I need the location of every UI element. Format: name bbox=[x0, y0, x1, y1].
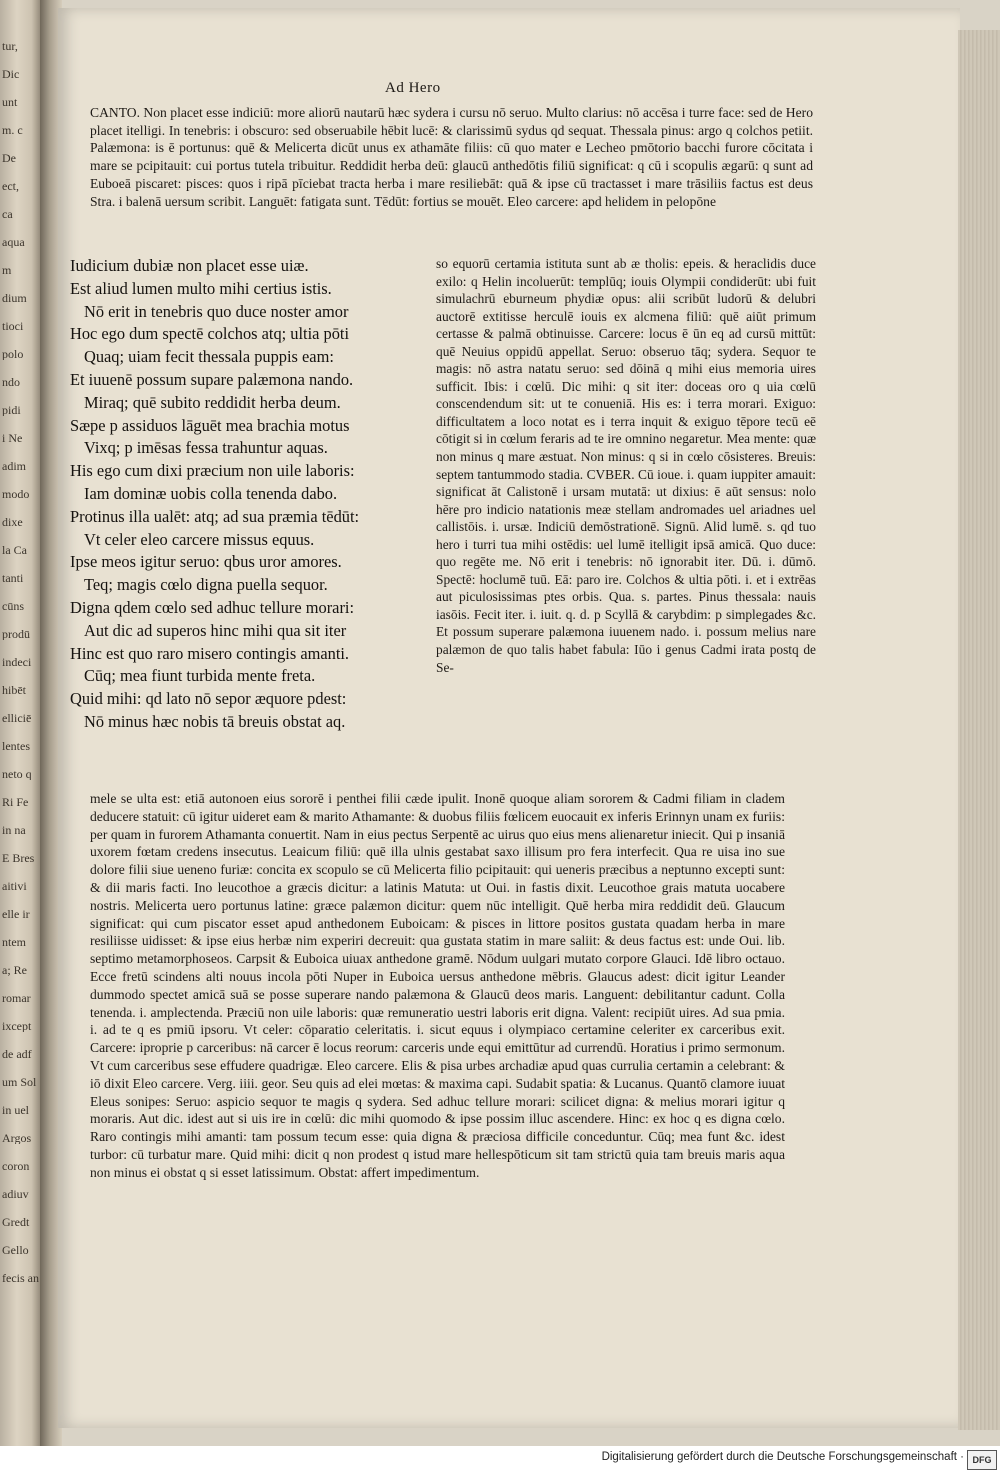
verse-line: Et iuuenē possum supare palæmona nando. bbox=[70, 369, 354, 389]
left-page-fragment: elliciē bbox=[2, 712, 32, 724]
left-page-fragment: Argos bbox=[2, 1132, 32, 1144]
left-page-fragment: tanti bbox=[2, 572, 24, 584]
running-head: Ad Hero bbox=[385, 80, 441, 96]
left-page-fragment: Dic bbox=[2, 68, 20, 80]
left-page-fragment: Ri Fe bbox=[2, 796, 29, 808]
left-page-fragment: a; Re bbox=[2, 964, 27, 976]
verse-line: Ipse meos igitur seruo: qbus uror amores. bbox=[70, 552, 342, 572]
left-page-fragment: i Ne bbox=[2, 432, 23, 444]
footer-credit: Digitalisierung gefördert durch die Deutsche Forschungsgemeinschaft · bbox=[601, 1451, 964, 1463]
verse-line: Hinc est quo raro misero contingis amanti. bbox=[70, 643, 350, 663]
left-page-fragment: la Ca bbox=[2, 544, 27, 556]
left-page-fragment: modo bbox=[2, 488, 30, 500]
left-page-fragment: pidi bbox=[2, 404, 21, 416]
verse-line: Iudicium dubiæ non placet esse uiæ. bbox=[70, 256, 309, 275]
left-page-fragment: m. c bbox=[2, 124, 23, 136]
verse-line: Quid mihi: qd lato nō sepor æquore pdest: bbox=[70, 689, 347, 709]
left-page-fragment: indeci bbox=[2, 656, 32, 668]
left-page-fragment: unt bbox=[2, 96, 18, 108]
verse-line: Hoc ego dum spectē colchos atq; ultia pōti bbox=[70, 324, 350, 344]
verse-line: Est aliud lumen multo mihi certius istis. bbox=[70, 278, 332, 298]
verse-line: Quaq; uiam fecit thessala puppis eam: bbox=[84, 347, 334, 367]
left-page-fragment: adim bbox=[2, 460, 26, 472]
left-page-fragment: tioci bbox=[2, 320, 24, 332]
left-page-fragment: adiuv bbox=[2, 1188, 29, 1200]
left-page-fragment: polo bbox=[2, 348, 24, 360]
left-page-fragment: De bbox=[2, 152, 16, 164]
left-page-fragment: ndo bbox=[2, 376, 20, 388]
verse-line: Teq; magis cœlo digna puella sequor. bbox=[84, 575, 328, 595]
left-page-fragment: romar bbox=[2, 992, 31, 1004]
verse-line: His ego cum dixi præcium non uile laboris: bbox=[70, 461, 355, 481]
verse-line: Vt celer eleo carcere missus equus. bbox=[84, 529, 315, 549]
verse-line: Nō erit in tenebris quo duce noster amor bbox=[84, 301, 349, 321]
left-page-fragment: um Sol bbox=[2, 1076, 37, 1088]
left-page-fragment: Gello bbox=[2, 1244, 29, 1256]
left-page-fragment: ntem bbox=[2, 936, 26, 948]
left-page-fragment: tur, bbox=[2, 40, 18, 52]
verse-line: Digna qdem cœlo sed adhuc tellure morari: bbox=[70, 597, 355, 617]
verse-line: Aut dic ad superos hinc mihi qua sit iter bbox=[84, 620, 347, 640]
left-page-fragment: aqua bbox=[2, 236, 25, 248]
bottom-commentary: mele se ulta est: etiā autonoen eius sororē i penthei filii cæde ipulit. Inonē quoque aliam sororem & Cadmi filiam in cladem deducere statuit: cū igitur uideret eam & marito Athamante: & duobus filiis fœlicem euocauit ex inferis Erinnyn unam ex furiis: per quam in furorem Athamanta conuertit. Nam in eius pectus Serpentē ac uirus quo eius mens alienaretur iniecit. Qui p insaniā uxorem fœtam credens insecutus. Leaicum filiū: quē illa ulnis gestabat saxo illisum pro fera interfecit. Qua re uisa ino sue dolore filii siue ueneno furiæ: concita ex scopulo se cū Melicerta filio pcipitauit: qui ueneris præcibus a neptunno excepti sunt: & dii maris facti. Ino leucothoe a græcis dicitur: a latinis Matuta: ut Oui. in fastis dixit. Leucothoe grais matuta uocabere nostris. Melicerta uero portunus latine: græce palæmon dicitur: quem nūc intelligit. Quē herba mira reddidit deū. Glaucum significat: qui cum piscator esset apud anthedonem Euboicam: & pisces in littore positos gustata quadam herba in mare resiliisse uidisset: & ipse eius herbæ nim experiri decreuit: qua gustata statim in mare saliit: & deus factus est: unde Oui. lib. septimo metamorphoseos. Carpsit & Euboica uiuax anthedone gramē. Nōdum uulgari mutato corpore Glauci. Idē libro octauo. Ecce fretū scindens alti nouus incola pōti Nuper in Euboica uersus anthedone mēbris. Glaucus adest: dicit igitur Leander dummodo spectet amicā suā se posse superare nando palæmona & Glaucū deos maris. Languent: debilitantur cadunt. Colla tenenda. i. amplectenda. Præciū non uile laboris: quæ remuneratio uestri laboris erit digna. Valent: recipiūt uires. Ad sua pmia. i. ad te q es pmiū ipsoru. Vt celer: cōparatio celeritatis. i. sicut equus i olympiaco certamine celeriter ex carceribus exit. Carcere: iproprie p carceribus: nā carcer ē locus reorum: carceris unde equi emittūtur ad currendū. Horatius i primo sermonum. Vt cum carceribus sese effudere quadrigæ. Eleo carcere. Elis & pisa urbes archadiæ apud quas currulia certamin a celebrant: & iō dixit Eleo carcere. Verg. iiii. geor. Seu quis ad elei mœtas: & maxima capi. Sudabit spatia: & Lucanus. Quantō clamore iuuat Eleus sonipes: Seruo: aspicio sequor te magis q sydera. Sed adhuc tellure morari: scilicet digna: & melius morari igitur q moraris. Aut dic. idest aut si uis ire in cœlū: dic mihi quomodo & ipse possim illuc ascendere. Hinc: ex hoc q es digna cœlo. Raro contingis mihi amanti: tam possum tecum esse: quia digna & præciosa difficile conceduntur. Cūq; mea funt &c. idest turbor: cū turbatur mare. Quid mihi: dicit q non prodest q istud mare hellespōticum sit tam strictū quia tam breuis maris aqua non minus ei obstat q si esset latissimum. Obstat: affert impedimentum. bbox=[90, 791, 785, 1180]
verse-line: Nō minus hæc nobis tā breuis obstat aq. bbox=[84, 711, 346, 731]
left-page-fragment: prodū bbox=[2, 628, 30, 640]
left-page-fragment: dixe bbox=[2, 516, 23, 528]
left-page-fragment: coron bbox=[2, 1160, 30, 1172]
left-page-fragment: in uel bbox=[2, 1104, 29, 1116]
left-page-fragment: aitivi bbox=[2, 880, 27, 892]
left-page-fragment: E Bres bbox=[2, 852, 35, 864]
left-page-fragment: neto q bbox=[2, 768, 32, 780]
left-page-fragment: ixcept bbox=[2, 1020, 32, 1032]
left-page-edge bbox=[0, 0, 42, 1446]
verse-line: Miraq; quē subito reddidit herba deum. bbox=[84, 392, 341, 412]
left-page-fragment: elle ir bbox=[2, 908, 30, 920]
side-commentary: so equorū certamia istituta sunt ab æ tholis: epeis. & heraclidis duce exilo: q Helin incoluerūt: templūq; iouis Olympii condiderūt: ubi fuit simulachrū eburneum phydiæ opus: alii scribūt ludorū & delubri auctorē extitisse herculē iouis ex alcmena filiū: quē aiūt primum certasse & palmā obtinuisse. Carcere: locus ē ūn eq ad cursū mittūt: quē Neuius oppidū appellat. Seruo: obseruo tāq; sydera. Sequor te magis: nō astra natatu seruo: sed dōinā q mihi eius memoria uires sufficit. Ibis: i cœlū. Dic mihi: q sit iter: doceas oro q uia cœlū conscendendum sit: ut te conueniā. His es: i terra morari. Exiguo: difficultatem a loco notat es i terra inquit & exiguo tēpore tecū eē cōtigit si in cœlum feraris ad te ire omnino negaretur. Mea mente: quæ non minus q mare æstuat. Non minus: q si in cœlo cōsisteres. Breuis: septem tantummodo stadia. CVBER. Cū ioue. i. quam iuppiter amauit: significat āt Calistonē i ursam mutatā: ut dixius: ē aūt sensus: nolo hēre pro indicio natationis meæ stellam andromades uel ariadnes uel callistōis. i. ursæ. Indiciū demōstrationē. Signū. Alid lumē. s. qd tuo hero i turri tua mihi ostēdis: uel lumē itelligit ipsā amicā. Quo duce: quo regēte me. Nō erit i tenebris: nō ignorabit iter. Dū. i. dūmō. Spectē: hoclumē tuū. Eā: paro ire. Colchos & ultia pōti. i. et i extrēas aut piculosissimas ptes orbis. Qua. s. partes. Pinus thessala: nauis iasōis. Fecit iter. i. iuit. q. d. p Scyllā & carybdim: p simplegades &c. Et possum superare palæmona iuuenem nado. i. possum melius nare palæmon de quo talis habet fabula: Iūo i genus Cadmi irata postq de Se- bbox=[436, 256, 816, 675]
verse-line: Iam dominæ uobis colla tenenda dabo. bbox=[84, 483, 338, 503]
dfg-logo: DFG bbox=[967, 1450, 997, 1470]
left-page-fragment: lentes bbox=[2, 740, 30, 752]
left-page-fragment: de adf bbox=[2, 1048, 32, 1060]
left-page-fragment: ca bbox=[2, 208, 13, 220]
top-commentary: CANTO. Non placet esse indiciū: more aliorū nautarū hæc sydera i cursu nō seruo. Multo clarius: nō accēsa i turre face: sed de Hero placet itelligi. In tenebris: i obscuro: sed obseruabile hēbit lucē: & clarissimū sydus qd sequat. Thessala pinus: argo q colchos petiit. Palæmona: is ē portunus: quē & Melicerta dicūt unus ex athamāte filiis: cū quo mater e Lecheo pmōtorio bacchi furore cōcitata i mare se pcipitauit: cui portus tutela tribuitur. Reddidit herba deū: glaucū anthedōtis filiū significat: q cū i scopulis ægarū: q sunt ad Euboeā piscaret: pisces: quos i ripā pīciebat tracta herba i mare resiliebāt: quā & ipse cū tractasset i mare trāsiliis factus est deus Stra. i balenā uersum scribit. Languēt: fatigata sunt. Tēdūt: fortius se mouēt. Eleo carcere: apd helidem in pelopōne bbox=[90, 105, 813, 209]
left-page-fragment: Gredt bbox=[2, 1216, 30, 1228]
left-page-fragment: dium bbox=[2, 292, 27, 304]
left-page-fragment: m bbox=[2, 264, 12, 276]
left-page-fragment: hibēt bbox=[2, 684, 26, 696]
verse-column bbox=[70, 255, 430, 734]
verse-line: Vixq; p imēsas fessa trahuntur aquas. bbox=[84, 438, 328, 458]
verse-line: Sæpe p assiduos lāguēt mea brachia motus bbox=[70, 415, 350, 435]
verse-line: Protinus illa ualēt: atq; ad sua præmia tēdūt: bbox=[70, 506, 360, 526]
page-edges bbox=[958, 30, 1000, 1430]
verse-line: Cūq; mea fiunt turbida mente freta. bbox=[84, 666, 316, 686]
left-page-fragment: in na bbox=[2, 824, 26, 836]
left-page-fragment: ect, bbox=[2, 180, 19, 192]
left-page-fragment: fecis an bbox=[2, 1272, 39, 1284]
left-page-fragment: cūns bbox=[2, 600, 24, 612]
